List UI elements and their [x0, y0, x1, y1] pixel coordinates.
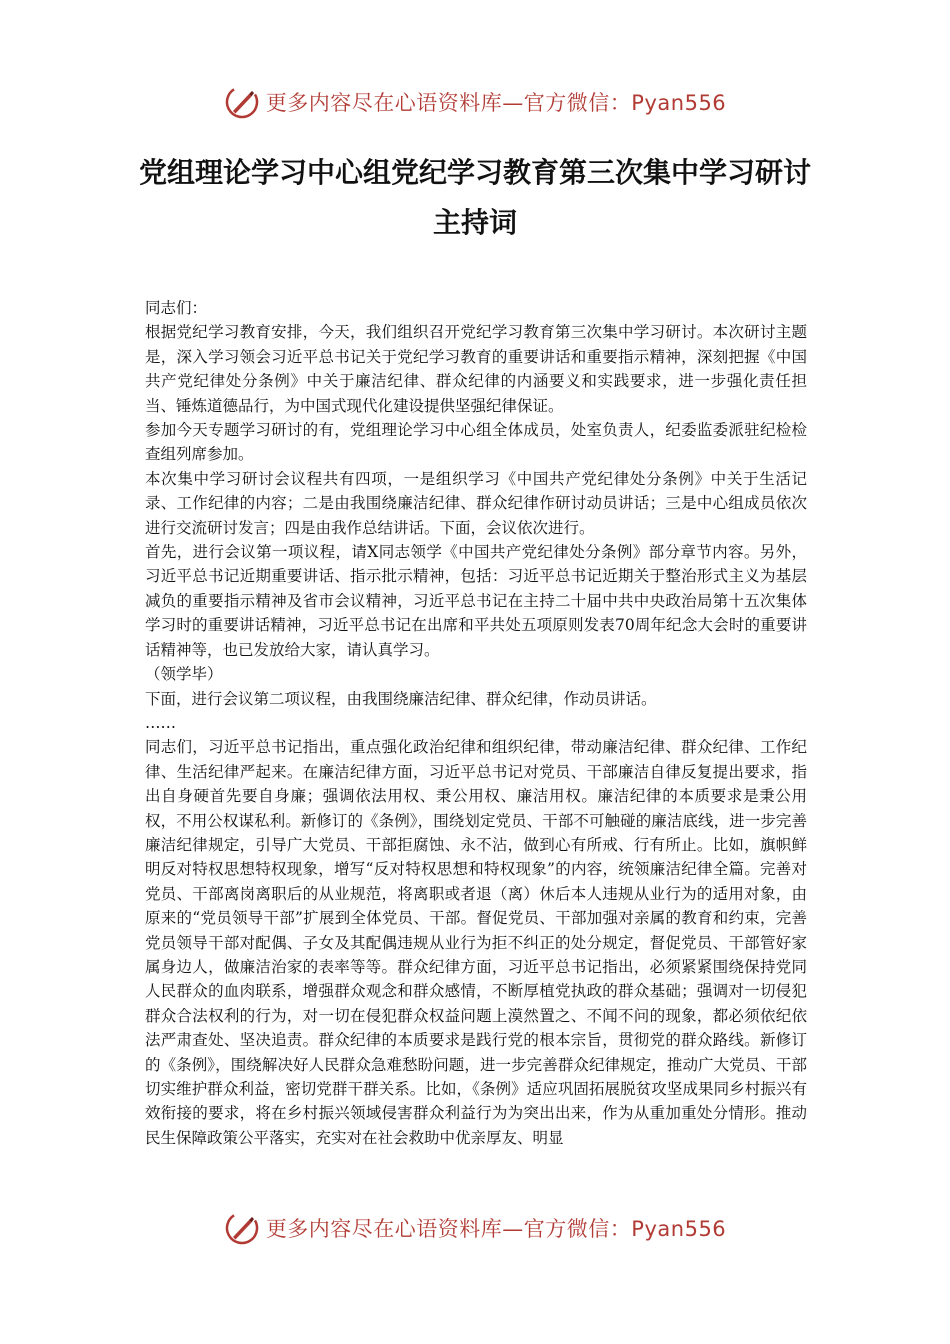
paragraph: 本次集中学习研讨会议程共有四项，一是组织学习《中国共产党纪律处分条例》中关于生活记录、工作纪律的内容；二是由我围绕廉洁纪律、群众纪律作研讨动员讲话；三是中心组成员依次进行交流研讨发言；四是由我作总结讲话。下面，会议依次进行。	[145, 469, 807, 537]
paragraph: 参加今天专题学习研讨的有，党组理论学习中心组全体成员，处室负责人，纪委监委派驻纪检检查组列席参加。	[145, 421, 807, 464]
paragraph: （领学毕）	[145, 665, 223, 684]
paragraph-ellipsis: ……	[145, 713, 176, 732]
paragraph: 根据党纪学习教育安排，今天，我们组织召开党纪学习教育第三次集中学习研讨。本次研讨主题是，深入学习领会习近平总书记关于党纪学习教育的重要讲话和重要指示精神，深刻把握《中国共产党纪律处分条例》中关于廉洁纪律、群众纪律的内涵要义和实践要求，进一步强化责任担当、锤炼道德品行，为中国式现代化建设提供坚强纪律保证。	[145, 323, 807, 415]
paragraph: 下面，进行会议第二项议程，由我围绕廉洁纪律、群众纪律，作动员讲话。	[145, 689, 657, 708]
logo-icon	[224, 84, 260, 120]
watermark-text: 更多内容尽在心语资料库—官方微信：Pyan556	[265, 1217, 727, 1241]
document-title: 党组理论学习中心组党纪学习教育第三次集中学习研讨主持词	[138, 156, 811, 239]
logo-icon	[224, 1210, 260, 1246]
watermark-banner-top	[0, 82, 950, 122]
paragraph-salutation: 同志们：	[145, 299, 208, 317]
paragraph: 同志们，习近平总书记指出，重点强化政治纪律和组织纪律，带动廉洁纪律、群众纪律、工作纪律、生活纪律严起来。在廉洁纪律方面，习近平总书记对党员、干部廉洁自律反复提出要求，指出自身硬首先要自身廉；强调依法用权、秉公用权、廉洁用权。廉洁纪律的本质要求是秉公用权，不用公权谋私利。新修订的《条例》，围绕划定党员、干部不可触碰的廉洁底线，进一步完善廉洁纪律规定，引导广大党员、干部拒腐蚀、永不沾，做到心有所戒、行有所止。比如，旗帜鲜明反对特权思想特权现象，增写“反对特权思想和特权现象”的内容，统领廉洁纪律全篇。完善对党员、干部离岗离职后的从业规范，将离职或者退（离）休后本人违规从业行为的适用对象，由原来的“党员领导干部”扩展到全体党员、干部。督促党员、干部加强对亲属的教育和约束，完善党员领导干部对配偶、子女及其配偶违规从业行为拒不纠正的处分规定，督促党员、干部管好家属身边人，做廉洁治家的表率等等。群众纪律方面，习近平总书记指出，必须紧紧围绕保持党同人民群众的血肉联系，增强群众观念和群众感情，不断厚植党执政的群众基础；强调对一切侵犯群众合法权利的行为，对一切在侵犯群众权益问题上漠然置之、不闻不问的现象，都必须依纪依法严肃查处、坚决追责。群众纪律的本质要求是践行党的根本宗旨，贯彻党的群众路线。新修订的《条例》，围绕解决好人民群众急难愁盼问题，进一步完善群众纪律规定，推动广大党员、干部切实维护群众利益，密切党群干群关系。比如，《条例》适应巩固拓展脱贫攻坚成果同乡村振兴有效衔接的要求，将在乡村振兴领域侵害群众利益行为为突出出来，作为从重加重处分情形。推动民生保障政策公平落实，充实对在社会救助中优亲厚友、明显	[145, 738, 807, 1147]
watermark-banner-bottom	[0, 1208, 950, 1248]
watermark-text: 更多内容尽在心语资料库—官方微信：Pyan556	[265, 91, 727, 115]
paragraph: 首先，进行会议第一项议程，请X同志领学《中国共产党纪律处分条例》部分章节内容。另外，习近平总书记近期重要讲话、指示批示精神，包括：习近平总书记近期关于整治形式主义为基层减负的重要指示精神及省市会议精神，习近平总书记在主持二十届中共中央政治局第十五次集体学习时的重要讲话精神，习近平总书记在出席和平共处五项原则发表70周年纪念大会时的重要讲话精神等，也已发放给大家，请认真学习。	[145, 543, 807, 659]
document-body	[145, 296, 807, 1150]
